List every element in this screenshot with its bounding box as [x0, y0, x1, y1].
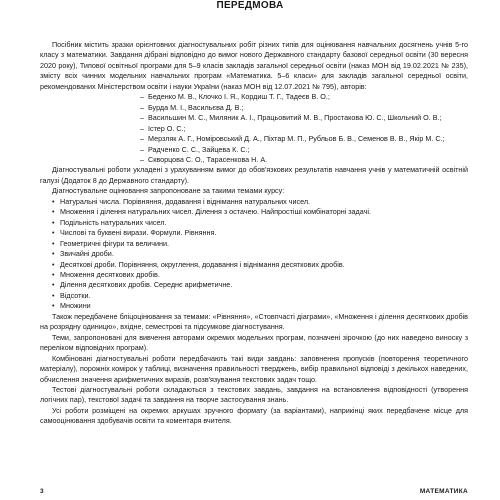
topics-list: [40, 197, 468, 312]
page-title: ПЕРЕДМОВА: [216, 0, 284, 11]
authors-list: [40, 92, 468, 165]
topic-item: • Ділення десяткових дробів. Середнє арифметичне.: [40, 280, 468, 290]
author-item: – Радченко С. С., Зайцева К. С.;: [40, 145, 468, 155]
author-item: – Беденко М. В., Клочко І. Я., Кордиш Т. Г., Тадеєв В. О.;: [40, 92, 468, 102]
intro-paragraph: Посібник містить зразки орієнтовних діагностувальних робіт різних типів для оцінювання навчальних досягнень учнів 5-го класу з математики. Завдання дібрані відповідно до вимог нового Державного стандарту базової середньої освіти (30 вересня 2020 року), Типової освітньої програми для 5–9 класів закладів загальної середньої освіти (наказ МОН від 19.02.2021 № 235), змісту всіх чинних модельних навчальних програм «Математика. 5–6 класи» для закладів загальної середньої освіти, рекомендованих Міністерством освіти і науки України (наказ МОН від 12.07.2021 № 795), авторів:: [40, 40, 468, 91]
topic-item: • Натуральні числа. Порівняння, додавання і віднімання натуральних чисел.: [40, 197, 468, 207]
paragraph-asterisk: Теми, запропоновані для вивчення авторами окремих модельних програм, позначені зірочкою (до них наведено виноску з переліком відповідних програм).: [40, 332, 468, 353]
page-number: 3: [40, 488, 44, 495]
paragraph-tests: Тестові діагностувальні роботи складаються з текстових завдань, завдання на встановлення відповідності (утворення логічних пар), текстової задачі та завдання на творче застосування знань.: [40, 384, 468, 405]
author-item: – Істер О. С.;: [40, 124, 468, 134]
author-item: – Бурда М. І., Васильєва Д. В.;: [40, 103, 468, 113]
topic-item: • Множення десяткових дробів.: [40, 270, 468, 280]
author-item: – Васильшин М. С., Миляник А. І., Працьовитий М. В., Простакова Ю. С., Школьний О. В.;: [40, 113, 468, 123]
content: [40, 40, 468, 427]
author-item: – Мерзляк А. Г., Номіровський Д. А., Піхтар М. П., Рубльов Б. В., Семенов В. В., Якір М. С.;: [40, 134, 468, 144]
topic-item: • Відсотки.: [40, 291, 468, 301]
author-item: – Скворцова С. О., Тарасенкова Н. А.: [40, 155, 468, 165]
topic-item: • Подільність натуральних чисел.: [40, 218, 468, 228]
paragraph-combined: Комбіновані діагностувальні роботи передбачають такі види завдань: заповнення пропусків (повторення теоретичного матеріалу), порожніх комірок у таблиці, визначення правильності тверджень, вибір правильної відповіді з декількох наведених, обчислення значення арифметичних виразів, розв'язування текстових задач тощо.: [40, 353, 468, 384]
subject-label: МАТЕМАТИКА: [419, 488, 468, 495]
topic-item: • Множини: [40, 301, 468, 311]
paragraph-topics-intro: Діагностувальне оцінювання запропоноване за такими темами курсу:: [52, 186, 285, 196]
paragraph-blitz: Також передбачене бліцоцінювання за темами: «Рівняння», «Стовпчасті діаграми», «Множення і ділення десяткових дробів на розрядну одиницю», вхідне, семестрові та підсумкове діагностування.: [40, 311, 468, 332]
topic-item: • Множення і ділення натуральних чисел. Ділення з остачею. Найпростіші комбінаторні задачі.: [40, 207, 468, 217]
page-footer: [40, 487, 468, 497]
topic-item: • Звичайні дроби.: [40, 249, 468, 259]
paragraph-requirements: Діагностувальні роботи укладені з урахуванням вимог до обов'язкових результатів навчання учнів у математичній освітній галузі (Додаток 8 до Державного стандарту).: [40, 165, 468, 185]
paragraph-sheets: Усі роботи розміщені на окремих аркушах зручного формату (за варіантами), наприкінці яких передбачене місце для самооцінювання здобувачів освіти та коментаря вчителя.: [40, 405, 468, 426]
topic-item: • Десяткові дроби. Порівняння, округлення, додавання і віднімання десяткових дробів.: [40, 260, 468, 270]
topic-item: • Числові та буквені вирази. Формули. Рівняння.: [40, 228, 468, 238]
topic-item: • Геометричні фігури та величини.: [40, 239, 468, 249]
